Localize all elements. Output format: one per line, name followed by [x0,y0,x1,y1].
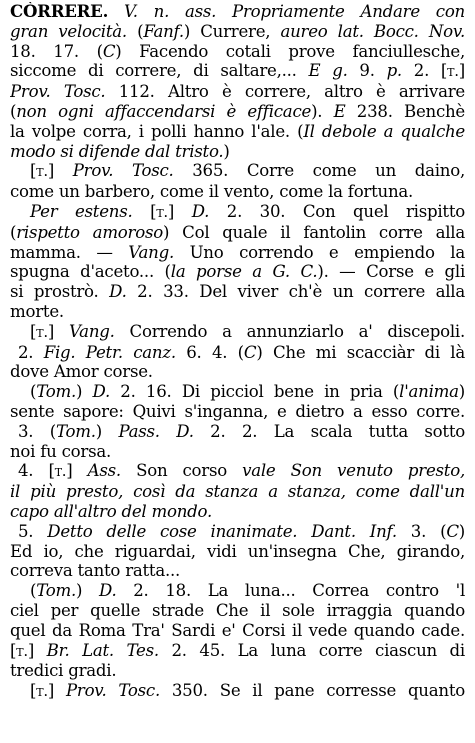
text-line: modo si difende dal tristo.) [10,141,230,161]
text-line: si prostrò. D. 2. 33. Del viver ch'è un correre alla [10,282,465,302]
text-line: [t.] Br. Lat. Tes. 2. 45. La luna corre ciascun di [10,640,465,660]
text-line: ciel per quelle strade Che il sole irraggia quando [10,600,465,620]
text-line: capo all'altro del mondo. [10,501,212,521]
text-line: tredici gradi. [10,661,117,681]
text-line: la volpe corra, i polli hanno l'ale. (Il debole a qualche [10,121,465,141]
text-line: [t.] Prov. Tosc. 365. Corre come un daino, [30,161,465,181]
text-line: CÒRRERE. V. n. ass. Propriamente Andare con [10,2,465,21]
text-line: 18. 17. (C) Facendo cotali prove fanciullesche, [10,41,465,61]
text-line: morte. [10,301,64,321]
text-line: Per estens. [t.] D. 2. 30. Con quel rispitto [30,201,465,221]
text-line: noi fu corsa. [10,441,112,461]
text-line: 4. [t.] Ass. Son corso vale Son venuto presto, [18,461,465,481]
text-line: [t.] Vang. Correndo a annunziarlo a' discepoli. [30,321,465,341]
text-line: come un barbero, come il vento, come la fortuna. [10,182,414,202]
text-line: quel da Roma Tra' Sardi e' Corsi il vede quando cade. [10,620,465,640]
text-line: Ed io, che riguardai, vidi un'insegna Che, girando, [10,541,465,561]
text-line: [t.] Prov. Tosc. 350. Se il pane corresse quanto [30,681,465,701]
text-line: il più presto, così da stanza a stanza, come dall'un [10,482,465,502]
text-line: correva tanto ratta... [10,561,181,581]
text-line: dove Amor corse. [10,362,153,382]
text-line: (Tom.) D. 2. 18. La luna... Correa contro 'l [30,581,465,601]
text-line: spugna d'aceto... (la porse a G. C.). — Corse e gli [10,262,465,282]
text-line: gran velocità. (Fanf.) Currere, aureo lat. Bocc. Nov. [10,21,465,41]
text-line: (rispetto amoroso) Col quale il fantolin corre alla [10,222,465,242]
text-line: (Tom.) D. 2. 16. Di picciol bene in pria (l'anima) [30,382,465,402]
text-line: 2. Fig. Petr. canz. 6. 4. (C) Che mi scacciàr di là [18,342,465,362]
text-line: 5. Detto delle cose inanimate. Dant. Inf. 3. (C) [18,521,465,541]
text-line: 3. (Tom.) Pass. D. 2. 2. La scala tutta sotto [18,421,465,441]
text-line: Prov. Tosc. 112. Altro è correre, altro è arrivare [10,82,465,102]
text-line: (non ogni affaccendarsi è efficace). E 238. Benchè [10,101,465,121]
text-line: siccome di correre, di saltare,... E g. 9. p. 2. [t.] [10,61,465,81]
text-line: sente sapore: Quivi s'inganna, e dietro a esso corre. [10,401,465,421]
text-line: mamma. — Vang. Uno correndo e empiendo la [10,242,465,262]
